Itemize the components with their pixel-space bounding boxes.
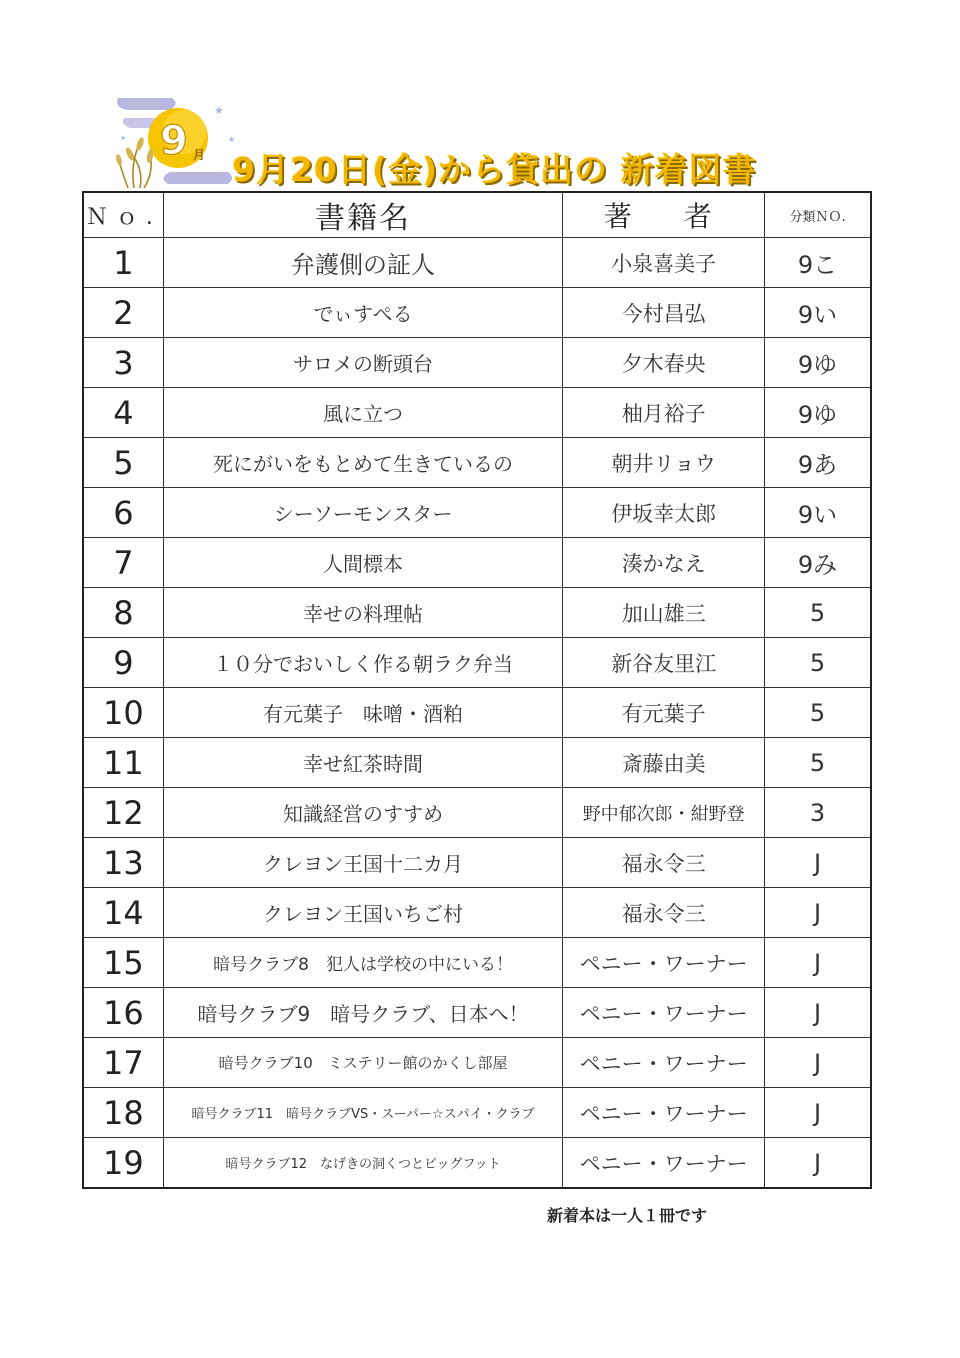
book-author: 野中郁次郎・紺野登 <box>563 788 765 838</box>
book-classification: J <box>765 1138 871 1189</box>
book-author: 柚月裕子 <box>563 388 765 438</box>
table-row <box>83 1038 871 1088</box>
book-title: 有元葉子 味噌・酒粕 <box>163 688 563 738</box>
book-classification: J <box>765 988 871 1038</box>
book-classification: 5 <box>765 638 871 688</box>
book-title: 人間標本 <box>163 538 563 588</box>
book-classification: J <box>765 838 871 888</box>
header-title: 書籍名 <box>163 192 563 238</box>
book-title: クレヨン王国いちご村 <box>163 888 563 938</box>
book-classification: 9あ <box>765 438 871 488</box>
row-number: 8 <box>83 588 163 638</box>
book-author: ペニー・ワーナー <box>563 1038 765 1088</box>
book-title: 幸せの料理帖 <box>163 588 563 638</box>
book-title: シーソーモンスター <box>163 488 563 538</box>
book-title: 風に立つ <box>163 388 563 438</box>
svg-text:★: ★ <box>228 135 236 144</box>
book-author: 加山雄三 <box>563 588 765 638</box>
book-title: 弁護側の証人 <box>163 238 563 288</box>
table-row <box>83 638 871 688</box>
table-row <box>83 538 871 588</box>
table-row <box>83 1088 871 1138</box>
book-classification: 9こ <box>765 238 871 288</box>
book-classification: 3 <box>765 788 871 838</box>
book-classification: J <box>765 1038 871 1088</box>
row-number: 1 <box>83 238 163 288</box>
header-author: 著 者 <box>563 192 765 238</box>
row-number: 10 <box>83 688 163 738</box>
book-title: 知識経営のすすめ <box>163 788 563 838</box>
table-row <box>83 238 871 288</box>
table-row <box>83 388 871 438</box>
book-author: 朝井リョウ <box>563 438 765 488</box>
row-number: 16 <box>83 988 163 1038</box>
header-classification: 分類ＮＯ. <box>765 192 871 238</box>
table-row <box>83 588 871 638</box>
header-no: Ｎｏ. <box>83 192 163 238</box>
row-number: 18 <box>83 1088 163 1138</box>
book-classification: J <box>765 1088 871 1138</box>
row-number: 9 <box>83 638 163 688</box>
svg-text:★: ★ <box>120 134 127 142</box>
row-number: 4 <box>83 388 163 438</box>
book-classification: 9み <box>765 538 871 588</box>
book-author: 湊かなえ <box>563 538 765 588</box>
table-row <box>83 288 871 338</box>
book-author: 夕木春央 <box>563 338 765 388</box>
book-title: 暗号クラブ11 暗号クラブVS・スーパー☆スパイ・クラブ <box>163 1088 563 1138</box>
new-books-table <box>82 191 872 1189</box>
book-title: でぃすぺる <box>163 288 563 338</box>
table-row <box>83 888 871 938</box>
svg-text:★: ★ <box>214 104 224 117</box>
book-title: 暗号クラブ9 暗号クラブ、日本へ！ <box>163 988 563 1038</box>
lending-limit-note: 新着本は一人１冊です <box>547 1206 708 1225</box>
row-number: 14 <box>83 888 163 938</box>
book-classification: 5 <box>765 688 871 738</box>
row-number: 15 <box>83 938 163 988</box>
book-author: 伊坂幸太郎 <box>563 488 765 538</box>
row-number: 13 <box>83 838 163 888</box>
book-author: 福永令三 <box>563 888 765 938</box>
book-title: 暗号クラブ10 ミステリー館のかくし部屋 <box>163 1038 563 1088</box>
moon-logo-icon <box>110 92 240 192</box>
book-title: 暗号クラブ12 なげきの洞くつとビッグフット <box>163 1138 563 1189</box>
book-classification: 5 <box>765 738 871 788</box>
book-title: 暗号クラブ8 犯人は学校の中にいる！ <box>163 938 563 988</box>
book-title: １０分でおいしく作る朝ラク弁当 <box>163 638 563 688</box>
table-row <box>83 438 871 488</box>
table-row <box>83 988 871 1038</box>
table-row <box>83 938 871 988</box>
book-author: 斎藤由美 <box>563 738 765 788</box>
row-number: 19 <box>83 1138 163 1189</box>
book-author: ペニー・ワーナー <box>563 1088 765 1138</box>
page-header <box>110 92 810 192</box>
book-classification: 9ゆ <box>765 388 871 438</box>
book-title: 幸せ紅茶時間 <box>163 738 563 788</box>
book-author: 新谷友里江 <box>563 638 765 688</box>
row-number: 11 <box>83 738 163 788</box>
badge-month-unit: 月 <box>193 148 206 162</box>
book-author: ペニー・ワーナー <box>563 988 765 1038</box>
book-author: 福永令三 <box>563 838 765 888</box>
book-classification: 9ゆ <box>765 338 871 388</box>
row-number: 12 <box>83 788 163 838</box>
book-author: 小泉喜美子 <box>563 238 765 288</box>
table-row <box>83 1138 871 1189</box>
book-classification: 9い <box>765 488 871 538</box>
book-title: クレヨン王国十二カ月 <box>163 838 563 888</box>
book-author: ペニー・ワーナー <box>563 938 765 988</box>
row-number: 6 <box>83 488 163 538</box>
table-row <box>83 838 871 888</box>
book-classification: 5 <box>765 588 871 638</box>
book-title: 死にがいをもとめて生きているの <box>163 438 563 488</box>
book-title: サロメの断頭台 <box>163 338 563 388</box>
table-row <box>83 738 871 788</box>
page-title: 9月20日(金)から貸出の 新着図書 <box>232 150 757 189</box>
table-row <box>83 338 871 388</box>
book-classification: 9い <box>765 288 871 338</box>
book-classification: J <box>765 888 871 938</box>
row-number: 7 <box>83 538 163 588</box>
table-row <box>83 788 871 838</box>
table-row <box>83 488 871 538</box>
book-author: 今村昌弘 <box>563 288 765 338</box>
book-classification: J <box>765 938 871 988</box>
row-number: 2 <box>83 288 163 338</box>
book-author: 有元葉子 <box>563 688 765 738</box>
row-number: 5 <box>83 438 163 488</box>
row-number: 3 <box>83 338 163 388</box>
book-author: ペニー・ワーナー <box>563 1138 765 1189</box>
row-number: 17 <box>83 1038 163 1088</box>
badge-month-number: 9 <box>160 118 188 164</box>
table-header-row <box>83 192 871 238</box>
table-row <box>83 688 871 738</box>
